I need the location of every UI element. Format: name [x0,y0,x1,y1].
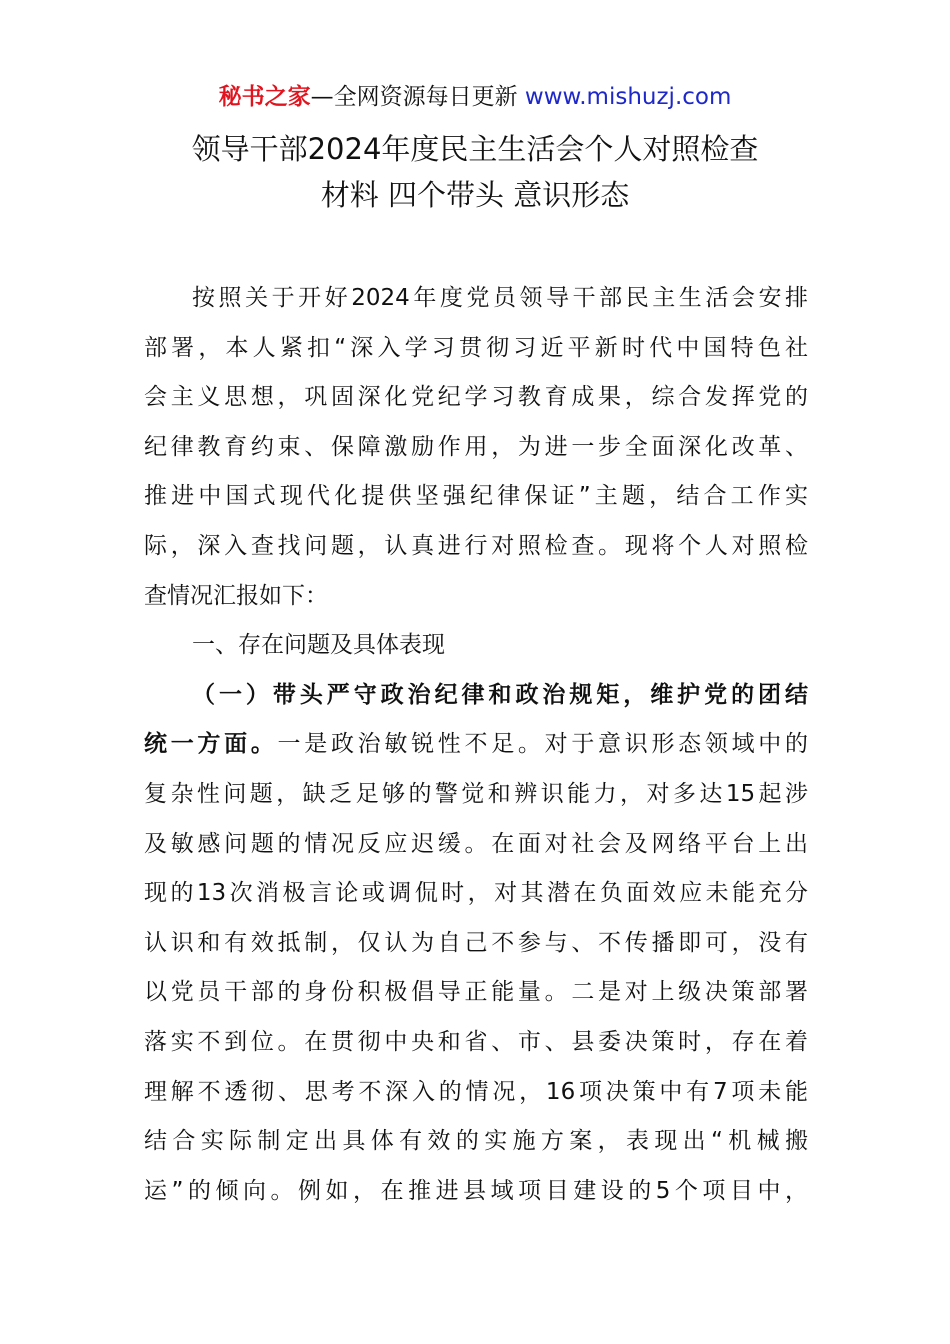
paragraph-line: 理解不透彻、思考不深入的情况，16项决策中有7项未能 [144,1078,808,1105]
intro-line: 推进中国式现代化提供坚强纪律保证”主题，结合工作实 [144,483,808,510]
site-tagline: —全网资源每日更新 [310,84,525,110]
subsection-heading-tail: 统一方面。 [144,731,278,758]
paragraph-line: 及敏感问题的情况反应迟缓。在面对社会及网络平台上出 [144,830,808,857]
paragraph-line: 运”的倾向。例如，在推进县域项目建设的5个项目中， [144,1177,808,1204]
paragraph-text: 一是政治敏锐性不足。对于意识形态领域中的 [277,731,809,758]
section-heading: 一、存在问题及具体表现 [192,632,445,659]
document-title [0,126,950,218]
paragraph-line: 复杂性问题，缺乏足够的警觉和辨识能力，对多达15起涉 [144,780,808,807]
paragraph-line: 落实不到位。在贯彻中央和省、市、县委决策时，存在着 [144,1028,808,1055]
paragraph-line: 认识和有效抵制，仅认为自己不参与、不传播即可，没有 [144,929,808,956]
site-url-link[interactable]: www.mishuzj.com [524,84,732,110]
intro-line: 纪律教育约束、保障激励作用，为进一步全面深化改革、 [144,433,808,460]
site-brand: 秘书之家 [218,84,311,110]
paragraph-line: 结合实际制定出具体有效的实施方案，表现出“机械搬 [144,1128,808,1155]
intro-line: 查情况汇报如下： [144,582,328,609]
intro-line: 会主义思想，巩固深化党纪学习教育成果，综合发挥党的 [144,384,808,411]
document-body [144,278,808,1220]
subsection-first-line [144,724,808,774]
intro-line: 部署，本人紧扣“深入学习贯彻习近平新时代中国特色社 [144,334,808,361]
paragraph-line: 以党员干部的身份积极倡导正能量。二是对上级决策部署 [144,979,808,1006]
title-line-1: 领导干部2024年度民主生活会个人对照检查 [191,132,759,166]
site-header [0,80,950,114]
intro-line: 际，深入查找问题，认真进行对照检查。现将个人对照检 [144,532,808,559]
intro-line: 按照关于开好2024年度党员领导干部民主生活会安排 [192,285,808,311]
subsection-heading: （一）带头严守政治纪律和政治规矩，维护党的团结 [192,681,808,708]
paragraph-line: 现的13次消极言论或调侃时，对其潜在负面效应未能充分 [144,880,808,907]
title-line-2: 材料 四个带头 意识形态 [320,178,630,212]
